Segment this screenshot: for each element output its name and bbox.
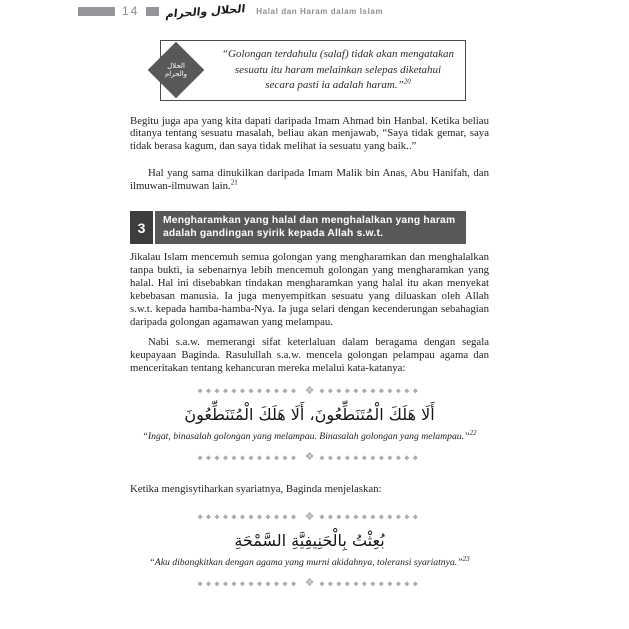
footnote-marker: 22 bbox=[469, 428, 477, 437]
separator-row-right: ◆◆◆◆◆◆◆◆◆◆◆◆ bbox=[319, 512, 422, 521]
separator-row-left: ◆◆◆◆◆◆◆◆◆◆◆◆ bbox=[197, 386, 300, 395]
separator-center-icon: ❖ bbox=[304, 576, 315, 590]
page-number: 14 bbox=[122, 4, 140, 18]
separator-center-icon: ❖ bbox=[304, 383, 315, 397]
diamond-separator bbox=[130, 578, 489, 589]
calligraphy-diamond-badge-icon bbox=[148, 42, 205, 99]
separator-row-right: ◆◆◆◆◆◆◆◆◆◆◆◆ bbox=[319, 579, 422, 588]
separator-row-right: ◆◆◆◆◆◆◆◆◆◆◆◆ bbox=[319, 386, 422, 395]
diamond-separator bbox=[130, 452, 489, 463]
separator-row-right: ◆◆◆◆◆◆◆◆◆◆◆◆ bbox=[319, 453, 422, 462]
book-logo-calligraphy-icon: الحلال والحرام bbox=[165, 1, 247, 21]
hadith-arabic-text: بُعِثْتُ بِالْحَنِيفِيَّةِ السَّمْحَةِ bbox=[234, 530, 385, 550]
running-head-book-title: Halal dan Haram dalam Islam bbox=[256, 6, 384, 16]
footnote-marker: 20 bbox=[403, 77, 411, 86]
hadith-translation: “Aku dibangkitkan dengan agama yang murni akidahnya, toleransi syariatnya.”$^{23}$ bbox=[149, 554, 470, 568]
quote-text: “Golongan terdahulu (salaf) tidak akan mengatakan sesuatu itu haram melainkan selepas diketahui secara pasti ia adalah haram.”$^{20}$ bbox=[221, 48, 455, 91]
page-content bbox=[130, 40, 489, 588]
separator-row-left: ◆◆◆◆◆◆◆◆◆◆◆◆ bbox=[197, 579, 300, 588]
diamond-separator bbox=[130, 511, 489, 522]
paragraph-imam-ahmad: Begitu juga apa yang kita dapati daripada Imam Ahmad bin Hanbal. Ketika beliau ditanya tentang sesuatu masalah, beliau akan menjawab, “Saya tidak gemar, saya tidak berasa kagum, dan saya tidak melihat ia sesuatu yang baik..” bbox=[130, 114, 489, 153]
section-title: Mengharamkan yang halal dan menghalalkan yang haram adalah gandingan syirik kepada Allah s.w.t. bbox=[155, 211, 466, 244]
header-square-decoration bbox=[146, 7, 159, 16]
separator-row-left: ◆◆◆◆◆◆◆◆◆◆◆◆ bbox=[197, 512, 300, 521]
diamond-calligraphy-text: الحلال والحرام bbox=[164, 62, 188, 79]
paragraph-nabi-saw: Nabi s.a.w. memerangi sifat keterlaluan dalam beragama dengan segala keupayaan Baginda. Rasulullah s.a.w. mencela golongan pelampau agama dan menceritakan tentang kehancuran mereka melalui kata-katanya: bbox=[130, 336, 489, 375]
footnote-marker: 23 bbox=[462, 554, 470, 563]
separator-center-icon: ❖ bbox=[304, 450, 315, 464]
page-header bbox=[78, 3, 383, 19]
salaf-quote-box bbox=[160, 40, 466, 101]
section-heading bbox=[130, 211, 466, 244]
separator-row-left: ◆◆◆◆◆◆◆◆◆◆◆◆ bbox=[197, 453, 300, 462]
hadith-translation: “Ingat, binasalah golongan yang melampau. Binasalah golongan yang melampau.”$^{22}$ bbox=[142, 428, 477, 442]
header-bar-decoration bbox=[78, 7, 115, 16]
hadith-arabic-text: أَلَا هَلَكَ الْمُتَنَطِّعُونَ، أَلَا هَلَكَ الْمُتَنَطِّعُونَ bbox=[184, 404, 435, 424]
paragraph-ketika-syariat: Ketika mengisytiharkan syariatnya, Baginda menjelaskan: bbox=[130, 483, 382, 496]
paragraph-imam-malik: Hal yang sama dinukilkan daripada Imam Malik bin Anas, Abu Hanifah, dan ilmuwan-ilmuwan lain.$^{21}$ bbox=[130, 167, 489, 193]
section-number: 3 bbox=[130, 211, 153, 244]
separator-center-icon: ❖ bbox=[304, 509, 315, 523]
paragraph-jikalau-islam: Jikalau Islam mencemuh semua golongan yang mengharamkan dan menghalalkan tanpa bukti, ia sebenarnya lebih mencemuh golongan yang mengharamkan yang halal. Hal ini disebabkan tindakan mengharamkan yang halal itu akan menyekat kebebasan manusia. Ia juga menyempitkan sesuatu yang diluaskan oleh Allah s.w.t. kepada hamba-hamba-Nya. Ia juga selari dengan kecenderungan sebahagian daripada golongan agamawan yang melampau. bbox=[130, 251, 489, 328]
diamond-separator bbox=[130, 385, 489, 396]
footnote-marker: 21 bbox=[230, 178, 238, 187]
